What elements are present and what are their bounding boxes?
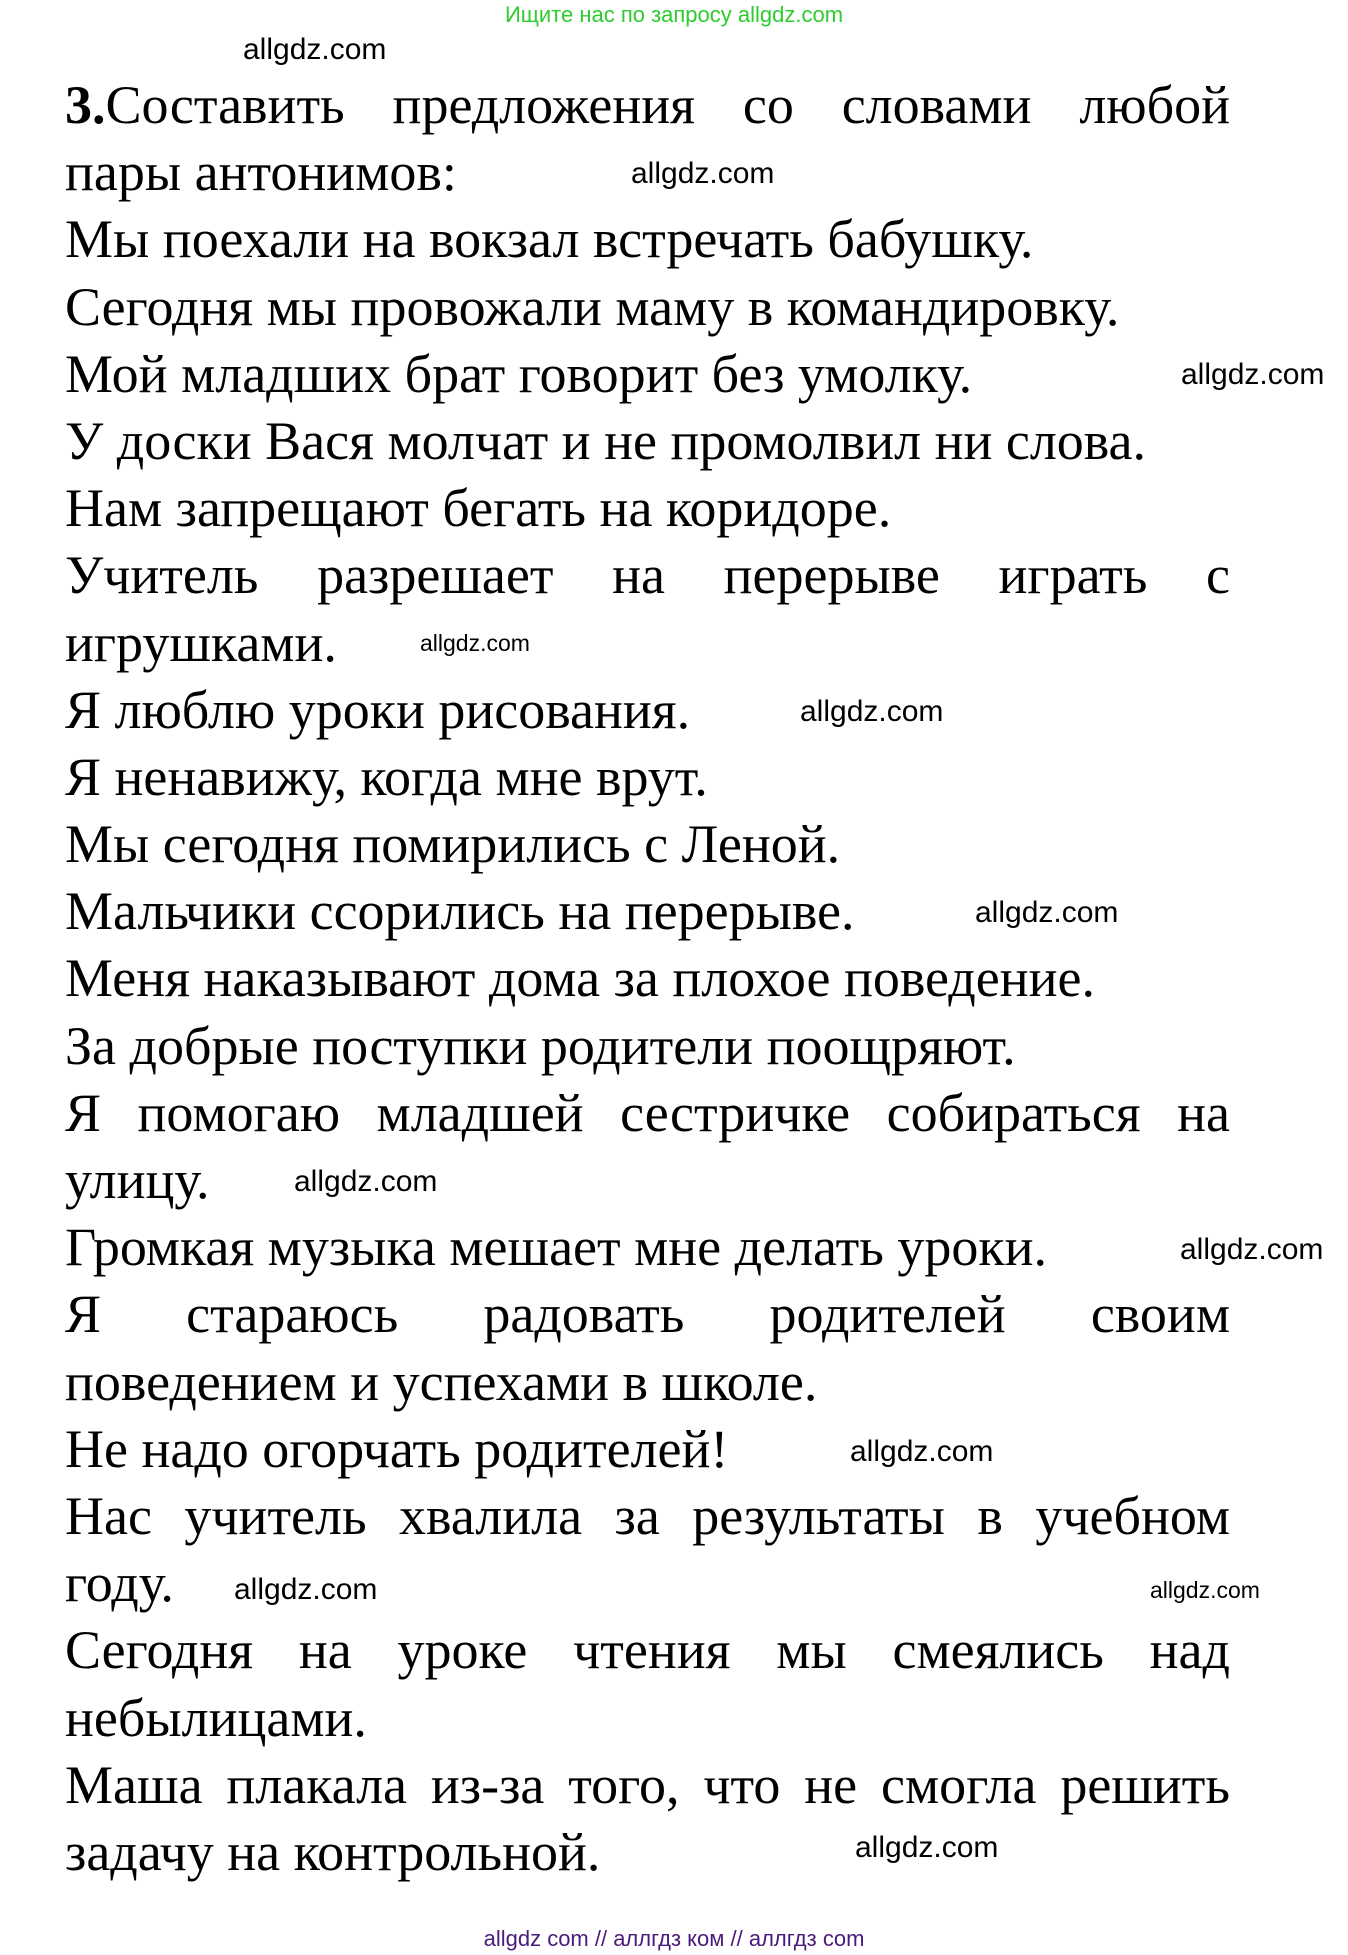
watermark: allgdz.com: [975, 896, 1119, 929]
task-line: улицу.: [65, 1150, 210, 1210]
task-line: задачу на контрольной.: [65, 1821, 601, 1882]
task-line: Не надо огорчать родителей!: [65, 1418, 729, 1479]
task-line: 3.Составить предложения со словами любой: [65, 75, 1230, 135]
task-line: Нам запрещают бегать на коридоре.: [65, 478, 892, 539]
task-line: Мы сегодня помирились с Леной.: [65, 814, 841, 875]
task-line: пары антонимов:: [65, 142, 457, 203]
task-line: Я стараюсь радовать родителей своим: [65, 1284, 1230, 1345]
task-line: Я ненавижу, когда мне врут.: [65, 746, 708, 807]
task-line: Маша плакала из-за того, что не смогла решить: [65, 1754, 1230, 1815]
task-line: Я помогаю младшей сестричке собираться на: [65, 1082, 1230, 1143]
task-line: За добрые поступки родители поощряют.: [65, 1015, 1016, 1076]
task-line: Сегодня мы провожали маму в командировку.: [65, 276, 1120, 337]
watermark: allgdz.com: [234, 1573, 378, 1606]
task-number: 3.: [65, 75, 106, 135]
watermark: allgdz.com: [850, 1435, 994, 1468]
task-text: [65, 72, 1230, 1886]
watermark: allgdz.com: [1180, 1233, 1324, 1266]
task-line: игрушками.: [65, 612, 337, 673]
task-line: Учитель разрешает на перерыве играть с: [65, 545, 1230, 606]
footer-banner: allgdz com // аллгдз ком // аллгдз com: [483, 1926, 865, 1951]
watermark: allgdz.com: [294, 1165, 438, 1198]
task-line: небылицами.: [65, 1687, 367, 1748]
watermark: allgdz.com: [800, 695, 944, 728]
watermark: allgdz.com: [1181, 358, 1325, 391]
task-line: Я люблю уроки рисования.: [65, 679, 691, 740]
watermark: allgdz.com: [855, 1831, 999, 1864]
task-line: Мы поехали на вокзал встречать бабушку.: [65, 209, 1034, 270]
task-line: Нас учитель хвалила за результаты в учебном: [65, 1485, 1230, 1546]
task-line: Меня наказывают дома за плохое поведение.: [65, 948, 1095, 1009]
task-line: году.: [65, 1553, 174, 1614]
watermark: allgdz.com: [1150, 1577, 1260, 1603]
watermark: allgdz.com: [631, 157, 775, 190]
watermark: allgdz.com: [420, 630, 530, 656]
task-line: Сегодня на уроке чтения мы смеялись над: [65, 1620, 1230, 1681]
task-line: У доски Вася молчат и не промолвил ни слова.: [65, 410, 1147, 471]
task-line: поведением и успехами в школе.: [65, 1351, 818, 1412]
task-line: Громкая музыка мешает мне делать уроки.: [65, 1217, 1047, 1278]
task-line: Мой младших брат говорит без умолку.: [65, 343, 973, 404]
task-line: Мальчики ссорились на перерыве.: [65, 881, 855, 942]
watermark: allgdz.com: [243, 33, 387, 66]
header-banner: Ищите нас по запросу allgdz.com: [504, 2, 844, 27]
